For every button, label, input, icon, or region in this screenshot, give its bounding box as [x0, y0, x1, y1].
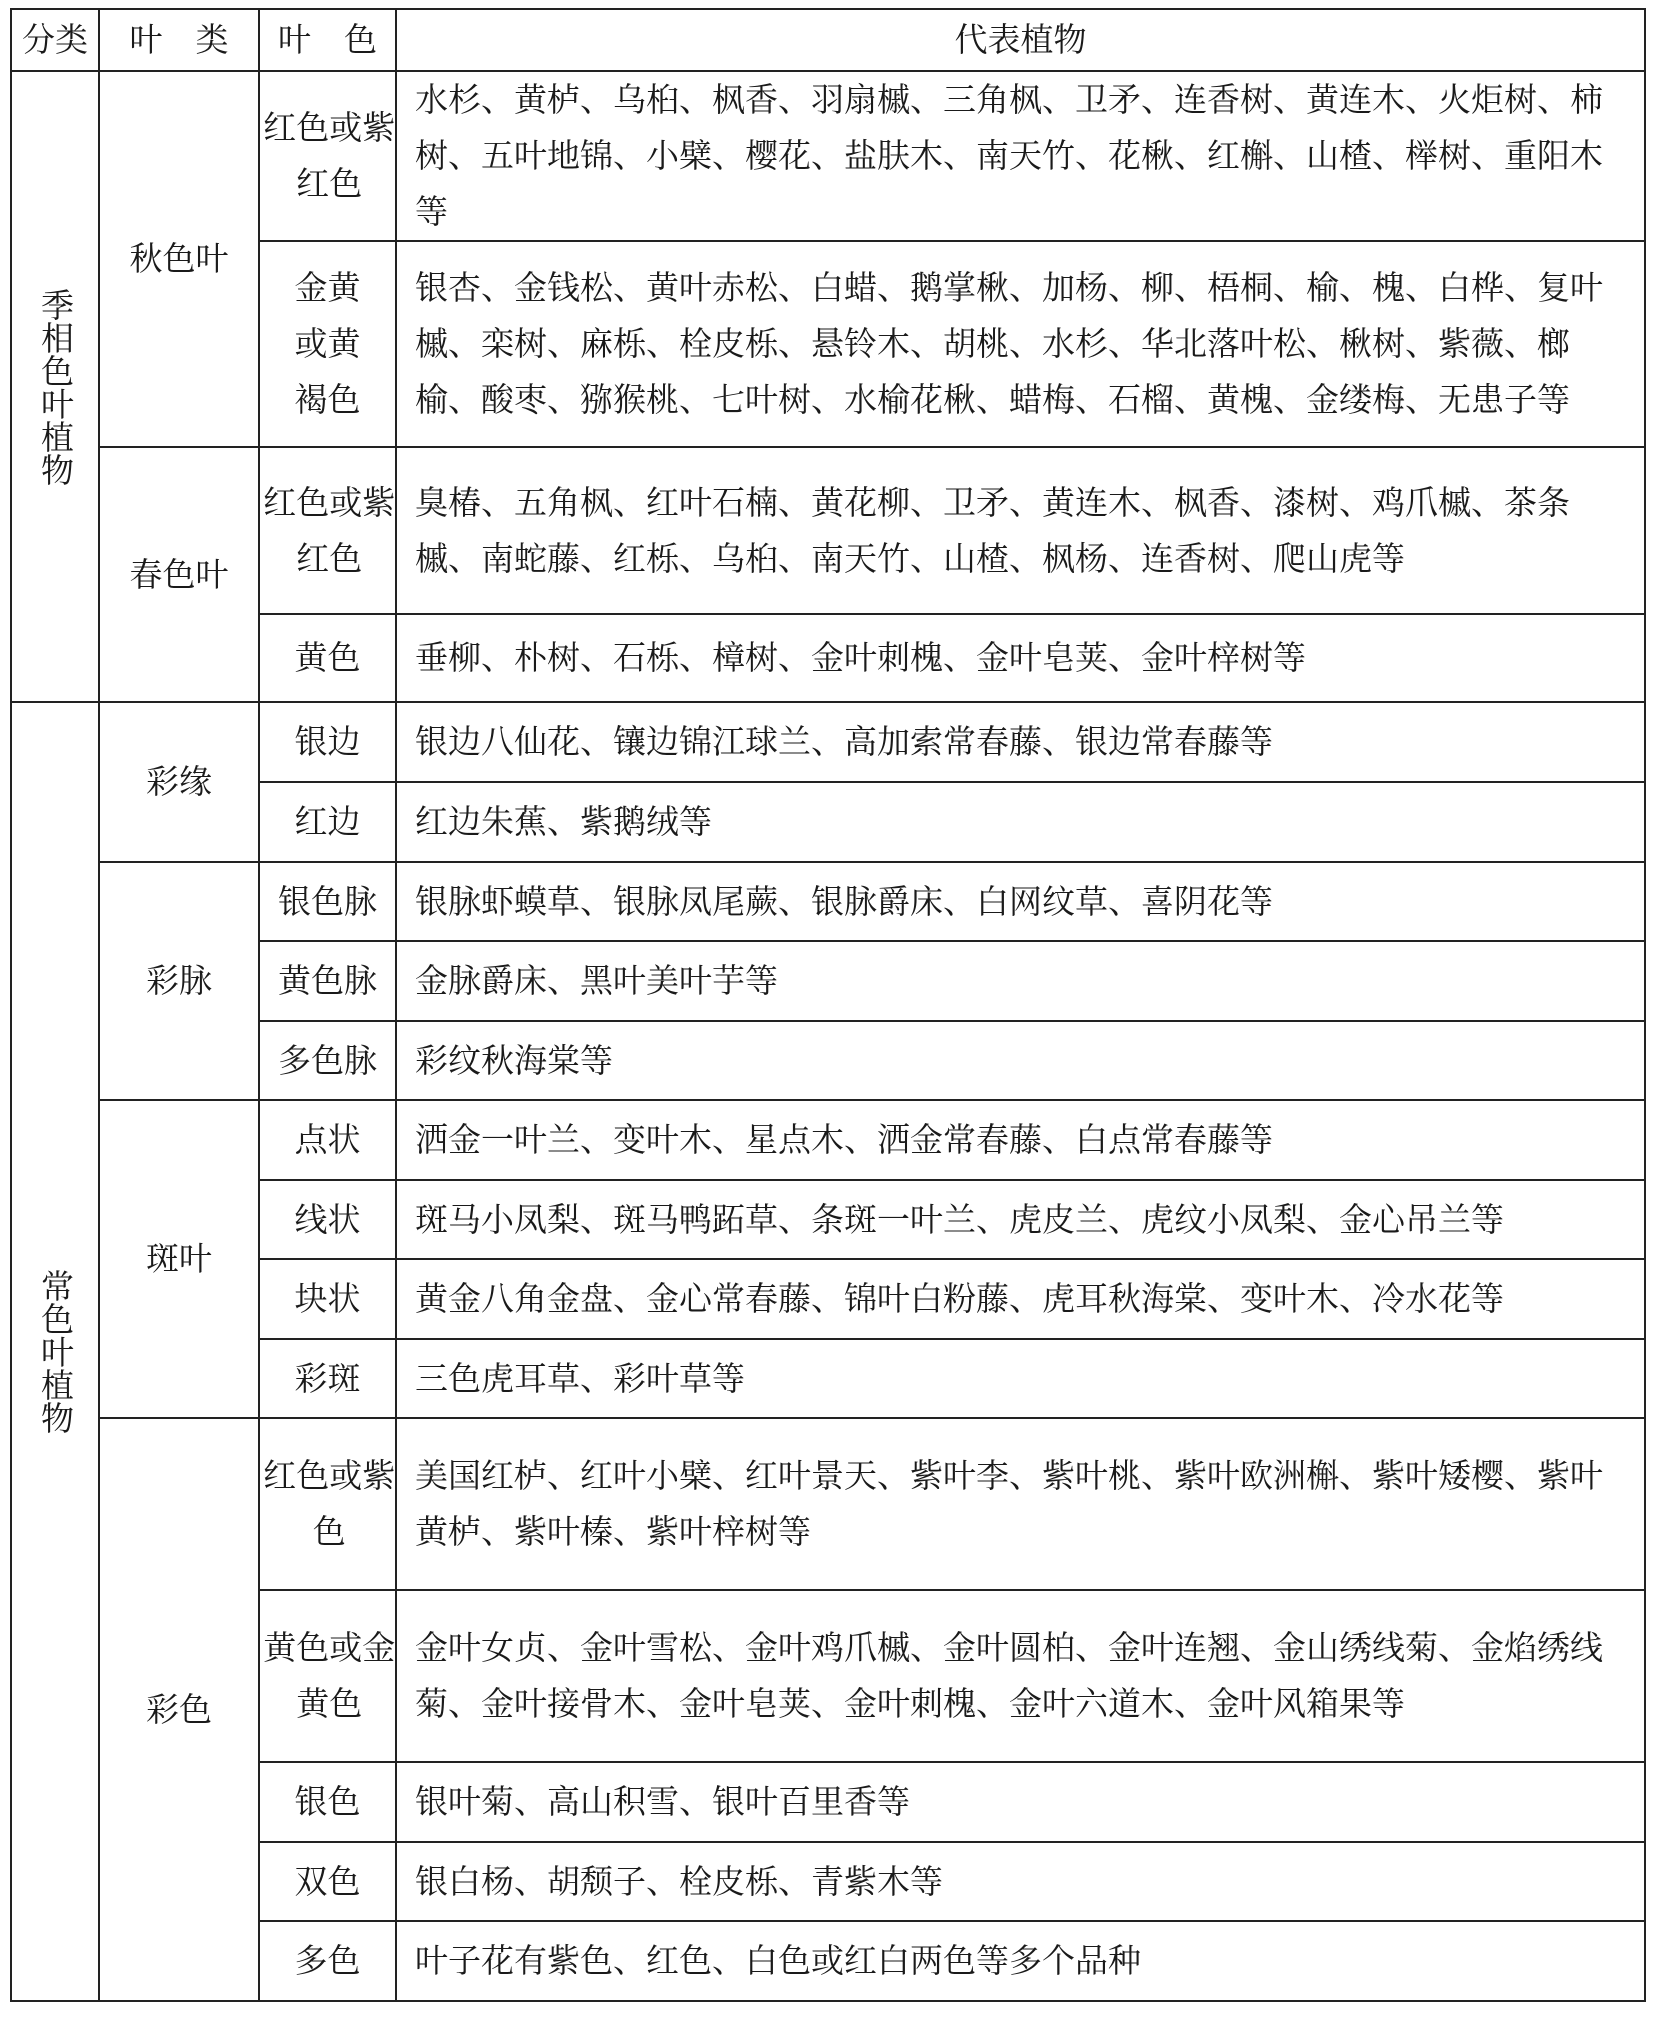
leaf-color-cell: 多色	[259, 1921, 396, 2001]
leaf-color-text: 红色或紫红色	[263, 482, 396, 578]
leaf-color-text: 红色或紫红色	[263, 108, 396, 203]
table-row	[11, 702, 1645, 782]
plants-cell: 斑马小凤梨、斑马鸭跖草、条斑一叶兰、虎皮兰、虎纹小凤梨、金心吊兰等	[396, 1180, 1645, 1259]
leaf-color-cell: 黄色	[259, 614, 396, 702]
table-row	[11, 1100, 1645, 1180]
leaf-color-cell	[259, 447, 396, 614]
leaf-color-cell	[259, 241, 396, 447]
table-row	[11, 447, 1645, 614]
type-spring: 春色叶	[99, 447, 259, 702]
plants-cell: 红边朱蕉、紫鹅绒等	[396, 782, 1645, 862]
plants-cell: 银脉虾蟆草、银脉凤尾蕨、银脉爵床、白网纹草、喜阴花等	[396, 862, 1645, 941]
plants-cell: 彩纹秋海棠等	[396, 1021, 1645, 1100]
plants-cell: 洒金一叶兰、变叶木、星点木、洒金常春藤、白点常春藤等	[396, 1100, 1645, 1180]
plants-cell: 美国红栌、红叶小檗、红叶景天、紫叶李、紫叶桃、紫叶欧洲槲、紫叶矮樱、紫叶黄栌、紫叶榛、紫叶梓树等	[396, 1418, 1645, 1590]
leaf-color-cell: 黄色脉	[259, 941, 396, 1021]
leaf-color-cell	[259, 71, 396, 241]
leaf-color-cell: 彩斑	[259, 1339, 396, 1418]
table-row	[11, 862, 1645, 941]
plants-cell: 银叶菊、高山积雪、银叶百里香等	[396, 1762, 1645, 1842]
plants-cell: 黄金八角金盘、金心常春藤、锦叶白粉藤、虎耳秋海棠、变叶木、冷水花等	[396, 1259, 1645, 1339]
header-leaf-color: 叶 色	[259, 9, 396, 71]
type-vein: 彩脉	[99, 862, 259, 1100]
plants-cell: 金叶女贞、金叶雪松、金叶鸡爪槭、金叶圆柏、金叶连翘、金山绣线菊、金焰绣线菊、金叶接骨木、金叶皂荚、金叶刺槐、金叶六道木、金叶风箱果等	[396, 1590, 1645, 1762]
group-seasonal: 季相色叶植物	[11, 71, 99, 702]
leaf-color-text: 黄色或金黄色	[263, 1628, 396, 1723]
plants-cell: 臭椿、五角枫、红叶石楠、黄花柳、卫矛、黄连木、枫香、漆树、鸡爪槭、茶条槭、南蛇藤、红栎、乌桕、南天竹、山楂、枫杨、连香树、爬山虎等	[396, 447, 1645, 614]
plants-cell: 银边八仙花、镶边锦江球兰、高加索常春藤、银边常春藤等	[396, 702, 1645, 782]
leaf-color-cell: 双色	[259, 1842, 396, 1921]
type-color: 彩色	[99, 1418, 259, 2001]
table-row	[11, 1418, 1645, 1590]
header-row	[11, 9, 1645, 71]
leaf-color-cell: 银边	[259, 702, 396, 782]
leaf-color-text: 红色或紫色	[263, 1456, 396, 1551]
plants-cell: 银白杨、胡颓子、栓皮栎、青紫木等	[396, 1842, 1645, 1921]
header-leaf-type: 叶 类	[99, 9, 259, 71]
leaf-color-cell: 块状	[259, 1259, 396, 1339]
plant-classification-table	[10, 8, 1646, 2002]
table-row	[11, 71, 1645, 241]
type-autumn: 秋色叶	[99, 71, 259, 447]
group-constant: 常色叶植物	[11, 702, 99, 2001]
leaf-color-cell: 点状	[259, 1100, 396, 1180]
type-spot: 斑叶	[99, 1100, 259, 1418]
leaf-color-cell: 多色脉	[259, 1021, 396, 1100]
plants-cell: 三色虎耳草、彩叶草等	[396, 1339, 1645, 1418]
plants-cell: 金脉爵床、黑叶美叶芋等	[396, 941, 1645, 1021]
leaf-color-text: 金黄或黄褐色	[294, 268, 361, 419]
plants-cell: 水杉、黄栌、乌桕、枫香、羽扇槭、三角枫、卫矛、连香树、黄连木、火炬树、柿树、五叶地锦、小檗、樱花、盐肤木、南天竹、花楸、红槲、山楂、榉树、重阳木等	[396, 71, 1645, 241]
plants-cell: 叶子花有紫色、红色、白色或红白两色等多个品种	[396, 1921, 1645, 2001]
type-edge: 彩缘	[99, 702, 259, 862]
header-plants: 代表植物	[396, 9, 1645, 71]
leaf-color-cell: 银色脉	[259, 862, 396, 941]
leaf-color-cell: 线状	[259, 1180, 396, 1259]
leaf-color-cell	[259, 1418, 396, 1590]
leaf-color-cell: 银色	[259, 1762, 396, 1842]
header-category: 分类	[11, 9, 99, 71]
plants-cell: 垂柳、朴树、石栎、樟树、金叶刺槐、金叶皂荚、金叶梓树等	[396, 614, 1645, 702]
leaf-color-cell: 红边	[259, 782, 396, 862]
plants-cell: 银杏、金钱松、黄叶赤松、白蜡、鹅掌楸、加杨、柳、梧桐、榆、槐、白桦、复叶槭、栾树、麻栎、栓皮栎、悬铃木、胡桃、水杉、华北落叶松、楸树、紫薇、榔榆、酸枣、猕猴桃、七叶树、水榆花楸、蜡梅、石榴、黄槐、金缕梅、无患子等	[396, 241, 1645, 447]
leaf-color-cell	[259, 1590, 396, 1762]
